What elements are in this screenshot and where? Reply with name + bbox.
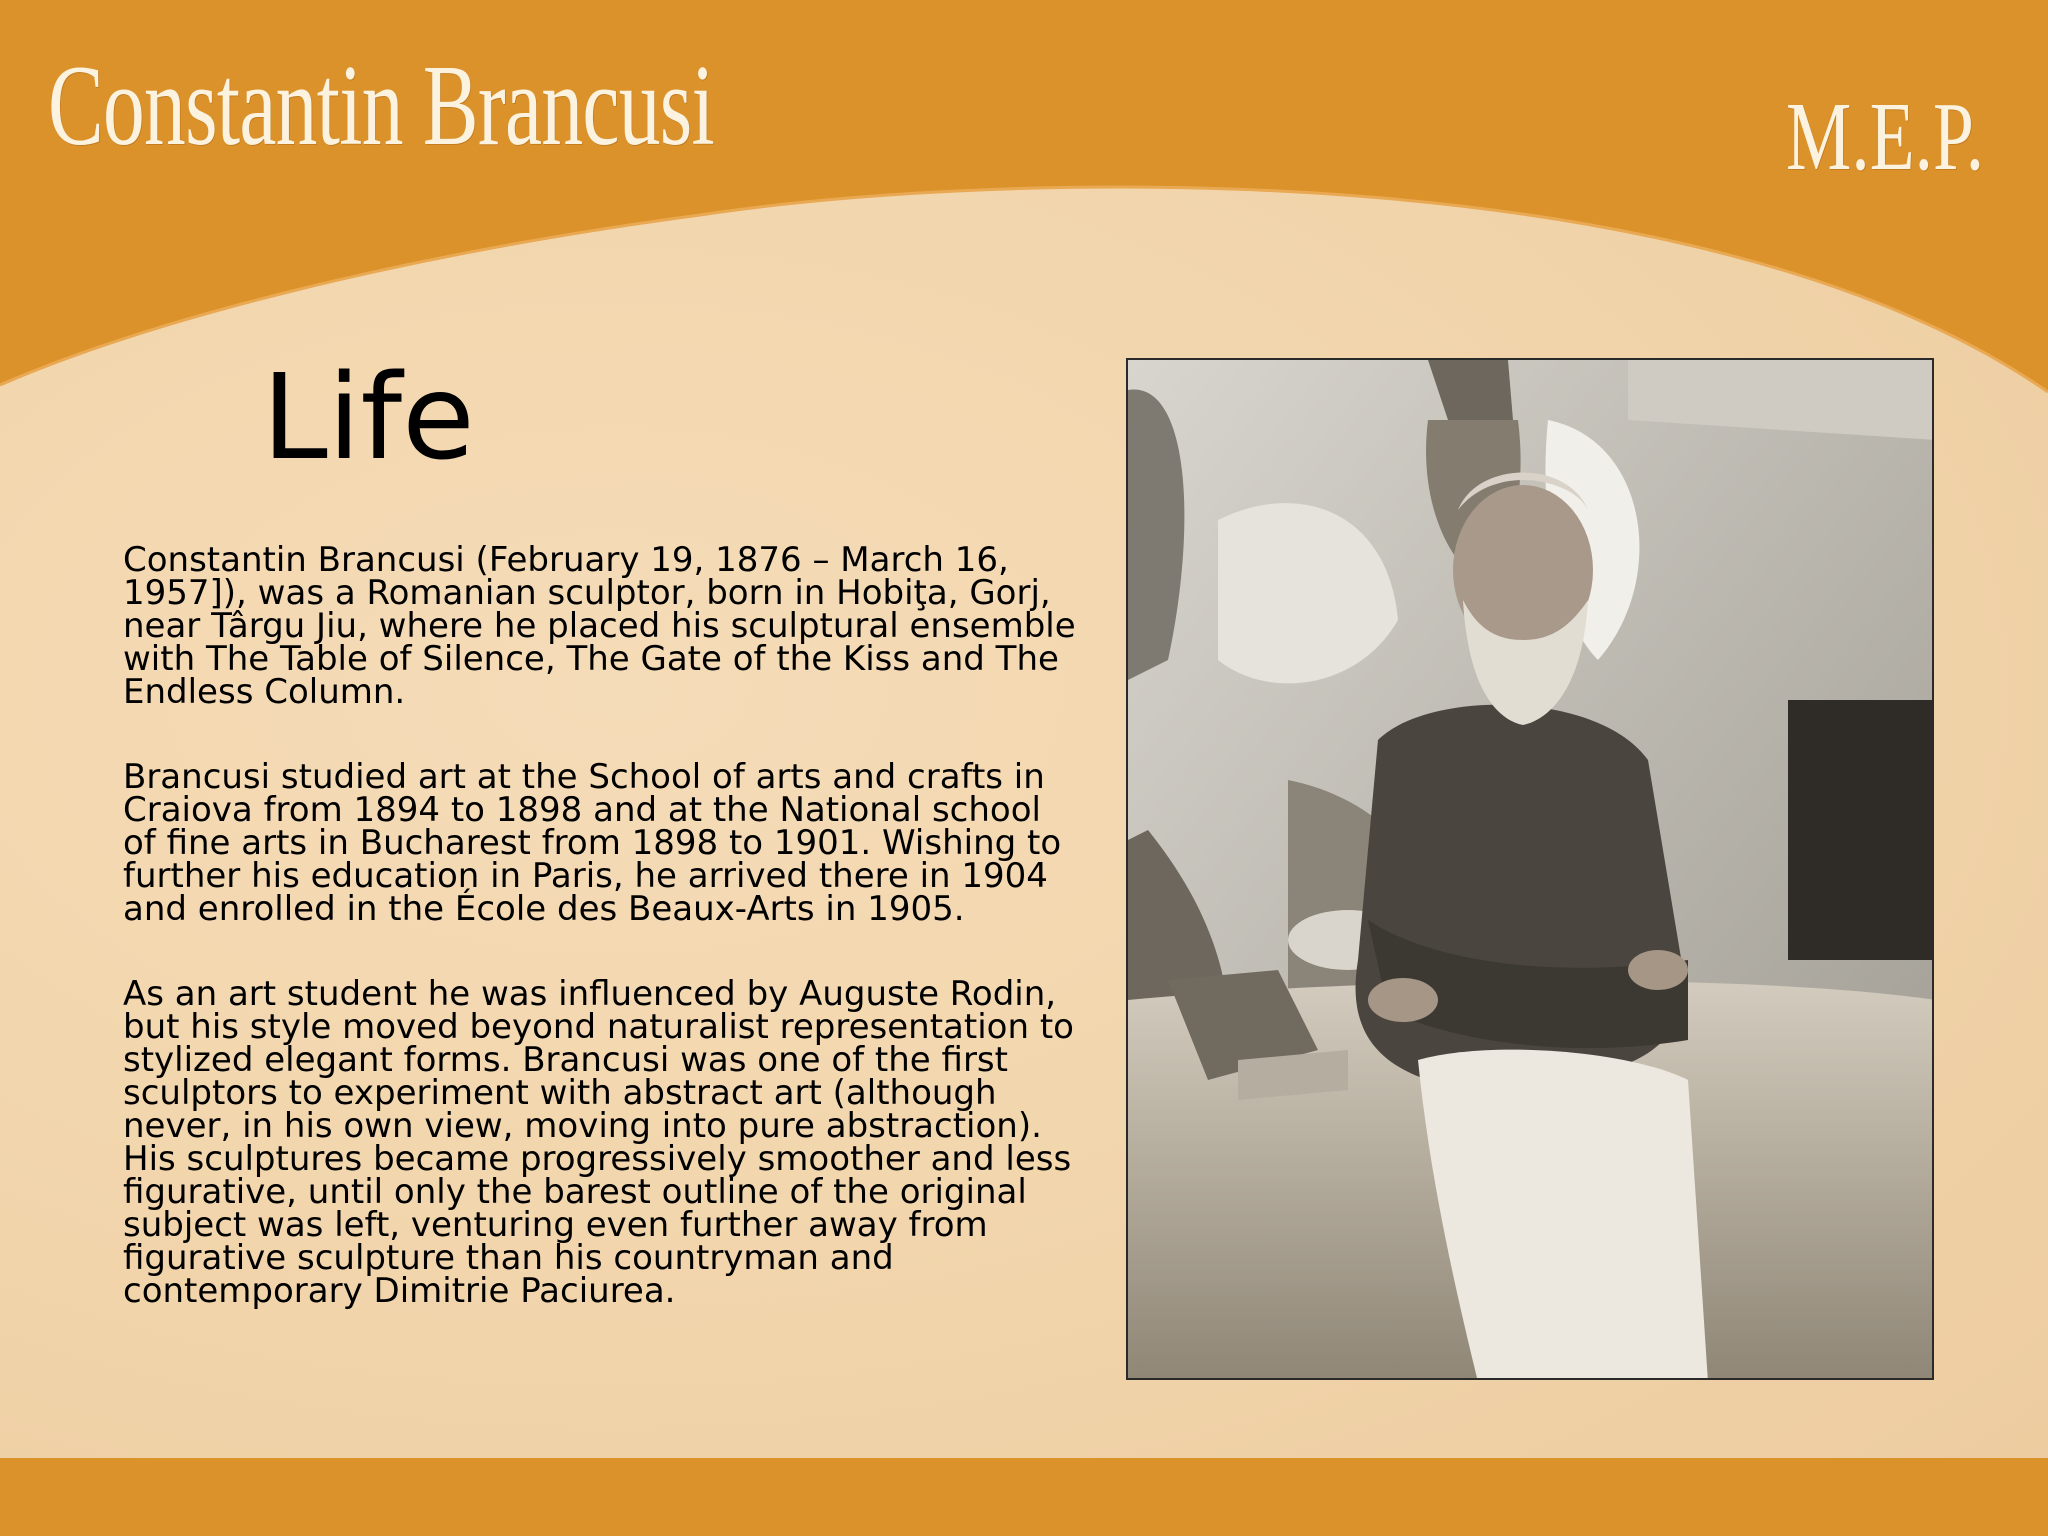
header-title: Constantin Brancusi (48, 42, 715, 170)
section-heading: Life (262, 348, 475, 486)
footer-band (0, 1458, 2048, 1536)
paragraph: Constantin Brancusi (February 19, 1876 – March 16, 1957]), was a Romanian sculptor, born in Hobiţa, Gorj, near Târgu Jiu, where he placed his sculptural ensemble with The Table of Silence, The Gate of the Kiss and The Endless Column. (123, 540, 1076, 712)
body-text (123, 540, 1078, 1360)
paragraph: Brancusi studied art at the School of arts and crafts in Craiova from 1894 to 1898 and at the National school of fine arts in Bucharest from 1898 to 1901. Wishing to further his education in Paris, he arrived there in 1904 and enrolled in the École des Beaux-Arts in 1905. (123, 757, 1062, 929)
paragraph: As an art student he was influenced by Auguste Rodin, but his style moved beyond naturalist representation to stylized elegant forms. Brancusi was one of the first sculptors to experiment with abstract art (although never, in his own view, moving into pure abstraction). His sculptures became progressively smoother and less figurative, until only the barest outline of the original subject was left, venturing even further away from figurative sculpture than his countryman and contemporary Dimitrie Paciurea. (123, 974, 1074, 1311)
header-badge: M.E.P. (1785, 83, 1984, 191)
portrait-photo (1126, 358, 1934, 1380)
